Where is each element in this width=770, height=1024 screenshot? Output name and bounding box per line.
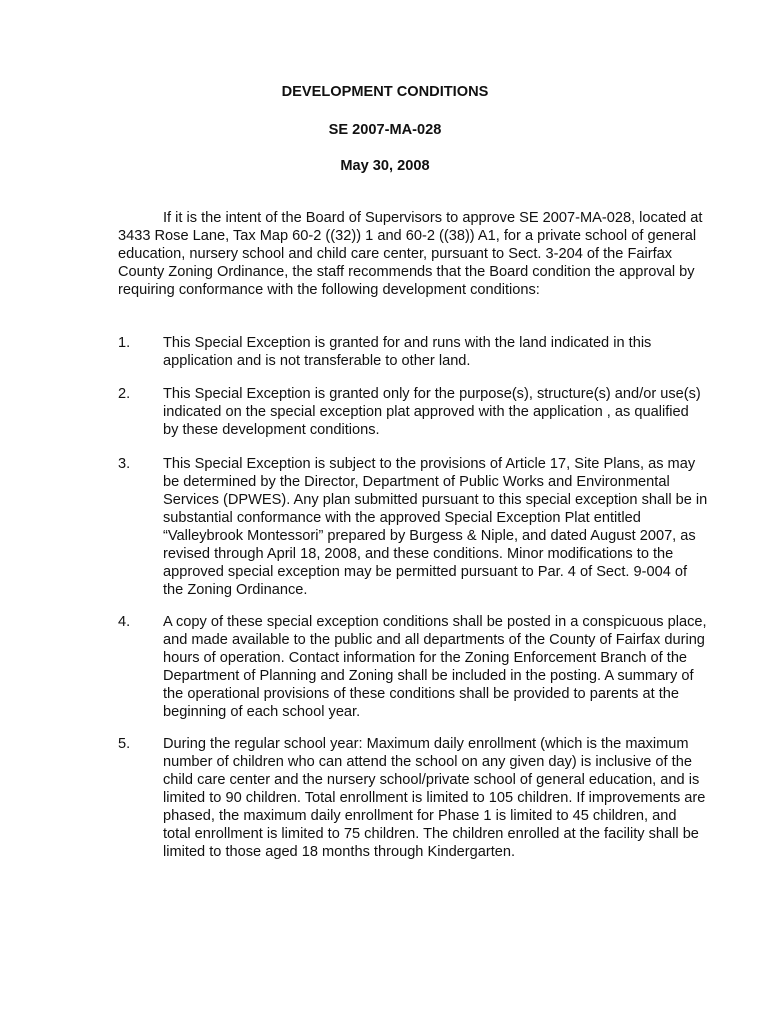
condition-text: During the regular school year: Maximum daily enrollment (which is the maximum number of children who can attend the school on any given day) is inclusive of the child care center and the nursery school/private school of general education, and is limited to 90 children. Total enrollment is limited to 105 children. If improvements are phased, the maximum daily enrollment for Phase 1 is limited to 45 children, and total enrollment is limited to 75 children. The children enrolled at the facility shall be limited to those aged 18 months through Kindergarten. xyxy=(163,736,706,860)
intro-paragraph: If it is the intent of the Board of Supervisors to approve SE 2007-MA-028, located at 3433 Rose Lane, Tax Map 60-2 ((32)) 1 and 60-2 ((38)) A1, for a private school of general education, nursery school and child care center, pursuant to Sect. 3-204 of the Fairfax County Zoning Ordinance, the staff recommends that the Board condition the approval by requiring conformance with the following development conditions: xyxy=(118,210,703,298)
condition-item-1 xyxy=(118,334,708,370)
condition-number: 4. xyxy=(118,614,131,630)
case-number: SE 2007-MA-028 xyxy=(328,122,442,138)
condition-number: 2. xyxy=(118,386,131,402)
document-date: May 30, 2008 xyxy=(340,158,430,174)
condition-text: A copy of these special exception conditions shall be posted in a conspicuous place, and made available to the public and all departments of the County of Fairfax during hours of operation. Contact information for the Zoning Enforcement Branch of the Department of Planning and Zoning shall be included in the posting. A summary of the operational provisions of these conditions shall be provided to parents at the beginning of each school year. xyxy=(163,614,707,720)
condition-item-2 xyxy=(118,385,708,439)
condition-item-3 xyxy=(118,455,708,599)
condition-number: 3. xyxy=(118,456,131,472)
condition-item-5 xyxy=(118,735,708,861)
condition-number: 1. xyxy=(118,335,131,351)
condition-text: This Special Exception is subject to the provisions of Article 17, Site Plans, as may be determined by the Director, Department of Public Works and Environmental Services (DPWES). Any plan submitted pursuant to this special exception shall be in substantial conformance with the approved Special Exception Plat entitled “Valleybrook Montessori” prepared by Burgess & Niple, and dated August 2007, as revised through April 18, 2008, and these conditions. Minor modifications to the approved special exception may be permitted pursuant to Par. 4 of Sect. 9-004 of the Zoning Ordinance. xyxy=(163,456,708,598)
condition-text: This Special Exception is granted only for the purpose(s), structure(s) and/or use(s) indicated on the special exception plat approved with the application , as qualified by these development conditions. xyxy=(163,386,701,438)
condition-text: This Special Exception is granted for and runs with the land indicated in this application and is not transferable to other land. xyxy=(163,335,652,369)
document-title: DEVELOPMENT CONDITIONS xyxy=(281,84,489,100)
condition-number: 5. xyxy=(118,736,131,752)
condition-item-4 xyxy=(118,613,708,721)
